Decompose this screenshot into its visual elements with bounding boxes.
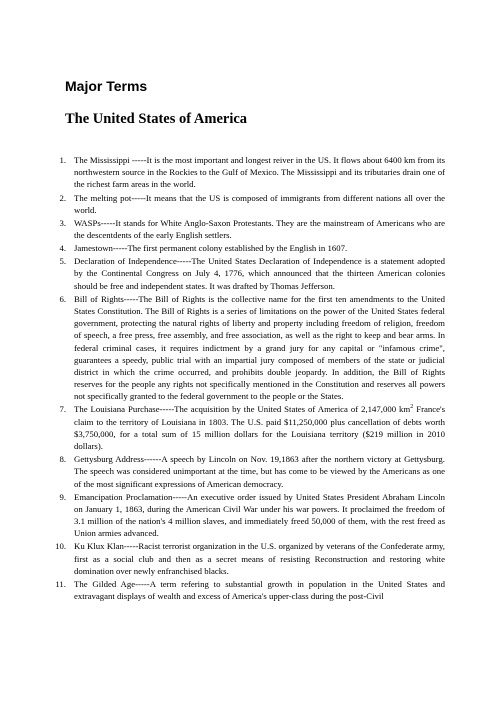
list-item <box>44 491 445 540</box>
item-text: Bill of Rights-----The Bill of Rights is the collective name for the first ten amendments to the United States Constitution. The Bill of Rights is a series of limitations on the power of the United States federal government, protecting the natural rights of liberty and property including freedom of religion, freedom of speech, a free press, free assembly, and free association, as well as the right to keep and bear arms. In federal criminal cases, it requires indictment by a grand jury for any capital or "infamous crime", guarantees a speedy, public trial with an impartial jury composed of members of the state or judicial district in which the crime occurred, and prohibits double jeopardy. In addition, the Bill of Rights reserves for the people any rights not specifically mentioned in the Constitution and reserves all powers not specifically granted to the federal government to the people or the States. <box>74 293 445 402</box>
list-item <box>44 293 445 403</box>
item-number: 4. <box>59 243 66 254</box>
list-item <box>44 217 445 241</box>
item-number: 9. <box>59 491 66 502</box>
list-item <box>44 192 445 216</box>
item-text: The Mississippi -----It is the most important and longest reiver in the US. It flows about 6400 km from its northwestern source in the Rockies to the Gulf of Mexico. The Mississippi and its tributaries drain one of the richest farm areas in the world. <box>74 155 445 190</box>
item-text: Declaration of Independence-----The United States Declaration of Independence is a statement adopted by the Continental Congress on July 4, 1776, which announced that the thirteen American colonies should be free and independent states. It was drafted by Thomas Jefferson. <box>74 256 445 291</box>
item-number: 1. <box>59 155 66 165</box>
list-item <box>44 453 445 490</box>
item-number: 3. <box>59 217 66 228</box>
item-text: Jamestown-----The first permanent colony established by the English in 1607. <box>74 243 348 254</box>
item-text: Emancipation Proclamation-----An executive order issued by United States President Abraham Lincoln on January 1, 1863, during the American Civil War under his war powers. It proclaimed the freedom of 3.1 million of the nation's 4 million slaves, and immediately freed 50,000 of them, with the rest freed as Union armies advanced. <box>74 491 445 539</box>
terms-list <box>44 154 445 603</box>
list-item <box>44 255 445 292</box>
item-text: The Gilded Age-----A term refering to substantial growth in population in the United States and extravagant displays of wealth and excess of America's upper-class during the post-Civil <box>74 578 445 602</box>
list-item <box>44 403 445 452</box>
item-text: WASPs-----It stands for White Anglo-Saxon Protestants. They are the mainstream of Americans who are the descentdents of the early English settlers. <box>74 217 445 240</box>
section-title: The United States of America <box>65 111 248 127</box>
item-number: 11. <box>55 578 66 589</box>
list-item <box>44 242 445 254</box>
list-item <box>44 154 445 191</box>
list-item <box>44 540 445 577</box>
item-text-continued: France's claim to the territory of Louisiana in 1803. The U.S. paid $11,250,000 plus cancellation of debts worth $3,750,000, for a total sum of 15 million dollars for the Louisiana territory ($219 million in 2010 dollars). <box>74 404 445 452</box>
item-number: 2. <box>59 192 66 203</box>
item-number: 10. <box>55 541 66 552</box>
item-number: 6. <box>59 293 66 304</box>
item-number: 5. <box>59 256 66 267</box>
item-text: The Louisiana Purchase-----The acquisition by the United States of America of 2,147,000 km <box>74 404 411 415</box>
superscript: 2 <box>410 404 414 411</box>
item-text: Gettysburg Address------A speech by Lincoln on Nov. 19,1863 after the northern victory at Gettysburg. The speech was considered unimportant at the time, but has come to be viewed by the Americans as one of the most significant expressions of American democracy. <box>74 454 445 489</box>
item-text: Ku Klux Klan-----Racist terrorist organization in the U.S. organized by veterans of the Confederate army, first as a social club and then as a secret means of resisting Reconstruction and restoring white domination over newly enfranchised blacks. <box>74 541 445 576</box>
page-heading: Major Terms <box>65 78 148 94</box>
item-number: 7. <box>59 404 66 415</box>
item-number: 8. <box>59 454 66 465</box>
item-text: The melting pot-----It means that the US is composed of immigrants from different nations all over the world. <box>74 192 445 215</box>
list-item <box>44 578 445 602</box>
